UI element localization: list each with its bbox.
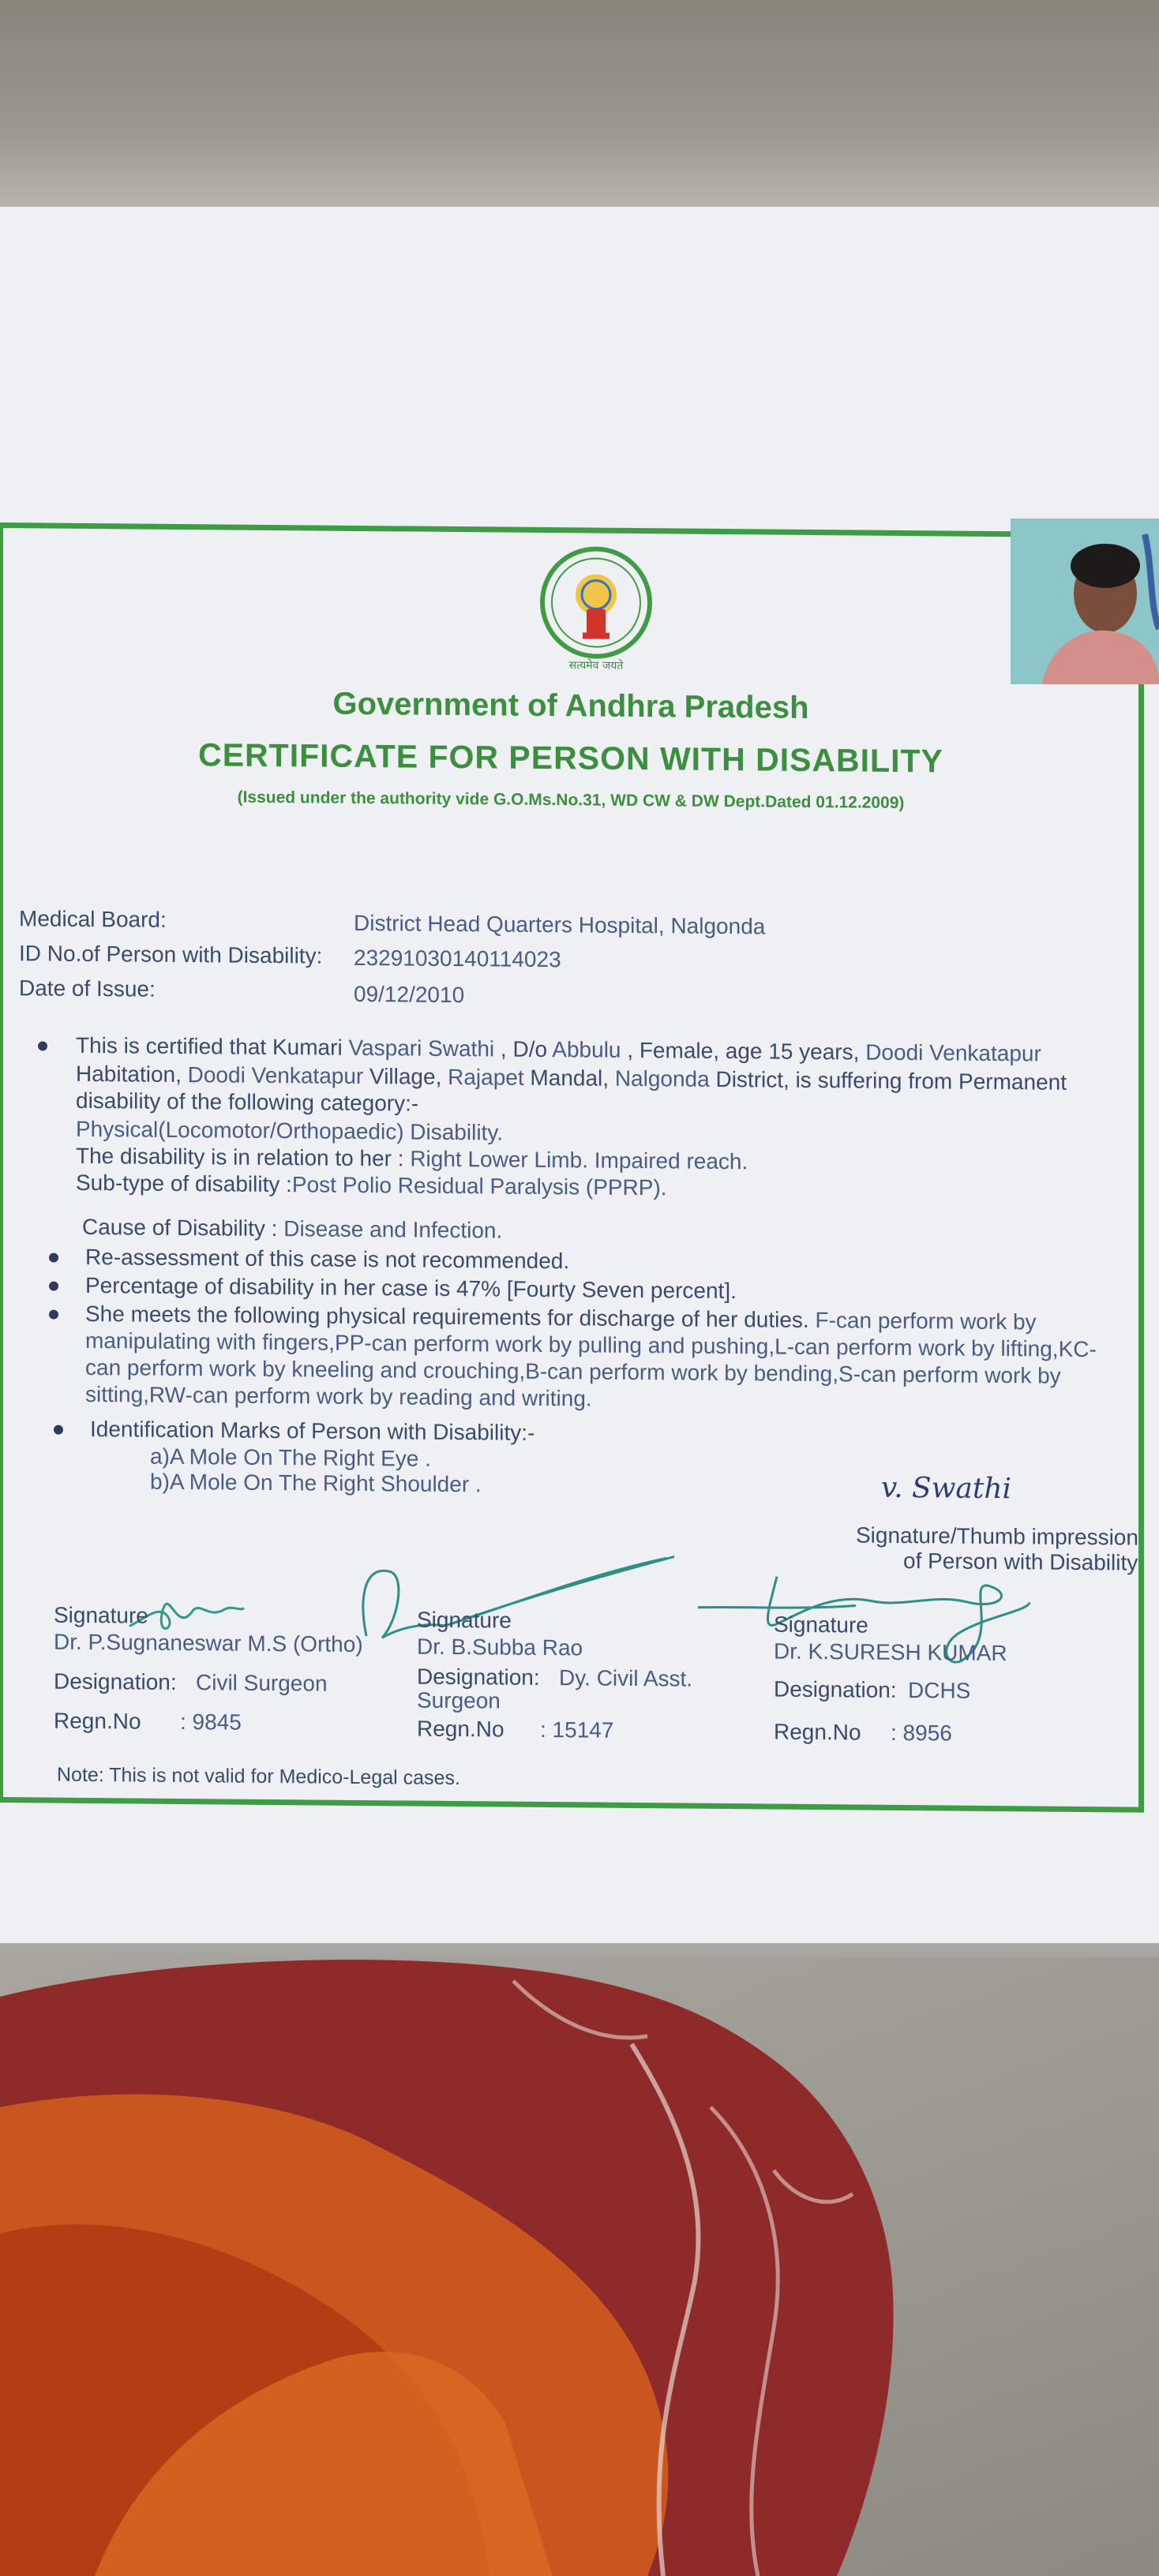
person-signature-caption-1: Signature/Thumb impression bbox=[856, 1522, 1138, 1550]
disability-subtype: Sub-type of disability :Post Polio Residual Paralysis (PPRP). bbox=[76, 1170, 667, 1200]
identification-marks-label: Identification Marks of Person with Disability:- bbox=[90, 1416, 535, 1445]
date-of-issue-value: 09/12/2010 bbox=[354, 981, 465, 1008]
doctor-1-regn-label: Regn.No bbox=[54, 1708, 141, 1734]
doctor-2-designation: Dy. Civil Asst. bbox=[559, 1665, 693, 1691]
certificate-title: CERTIFICATE FOR PERSON WITH DISABILITY bbox=[198, 736, 943, 780]
doctor-3-designation-label: Designation: bbox=[774, 1676, 897, 1702]
requirements-line-3: can perform work by kneeling and crouching,B-can perform work by bending,S-can perform work by bbox=[85, 1354, 1061, 1388]
person-signature-caption-2: of Person with Disability bbox=[903, 1548, 1138, 1575]
reassessment-line: Re-assessment of this case is not recommended. bbox=[85, 1244, 570, 1274]
medico-legal-note: Note: This is not valid for Medico-Legal cases. bbox=[57, 1763, 460, 1790]
medical-board-value: District Head Quarters Hospital, Nalgonda bbox=[354, 910, 766, 939]
certificate-sheet bbox=[0, 207, 1159, 1943]
certified-line-1: This is certified that Kumari Vaspari Swathi , D/o Abbulu , Female, age 15 years, Doodi Venkatapur bbox=[76, 1032, 1041, 1066]
doctor-2-regn-label: Regn.No bbox=[417, 1716, 504, 1742]
percentage-line: Percentage of disability in her case is 47% [Fourty Seven percent]. bbox=[85, 1272, 737, 1304]
requirements-line-1: She meets the following physical requirements for discharge of her duties. F-can perform work by bbox=[85, 1301, 1037, 1335]
identification-mark-b: b)A Mole On The Right Shoulder . bbox=[150, 1469, 482, 1497]
doctor-1-designation-label: Designation: bbox=[54, 1668, 177, 1694]
government-title: Government of Andhra Pradesh bbox=[332, 686, 809, 725]
doctor-1-signature-label: Signature bbox=[54, 1602, 148, 1628]
cause-of-disability: Cause of Disability : Disease and Infection. bbox=[82, 1214, 503, 1243]
certified-line-2: Habitation, Doodi Venkatapur Village, Rajapet Mandal, Nalgonda District, is suffering from Permanent bbox=[76, 1061, 1067, 1095]
doctor-3-designation: DCHS bbox=[908, 1678, 971, 1703]
doctor-2-designation-label: Designation: bbox=[417, 1664, 540, 1690]
doctor-3-regn: : 8956 bbox=[891, 1720, 952, 1746]
disability-category: Physical(Locomotor/Orthopaedic) Disability. bbox=[76, 1116, 504, 1145]
background-top bbox=[0, 0, 1159, 213]
bullet-dot bbox=[38, 1041, 47, 1050]
date-of-issue-label: Date of Issue: bbox=[19, 975, 156, 1002]
doctor-1-regn: : 9845 bbox=[180, 1709, 242, 1735]
doctor-3-signature-label: Signature bbox=[774, 1612, 868, 1638]
emblem-motto: सत्यमेव जयते bbox=[568, 659, 624, 672]
bullet-dot bbox=[49, 1253, 58, 1263]
requirements-line-4: sitting,RW-can perform work by reading and writing. bbox=[85, 1381, 592, 1411]
person-photo bbox=[1011, 519, 1159, 684]
id-value: 23291030140114023 bbox=[354, 945, 561, 972]
doctor-2-signature-label: Signature bbox=[417, 1607, 512, 1633]
doctor-2-name: Dr. B.Subba Rao bbox=[417, 1634, 583, 1661]
doctor-3-name: Dr. K.SURESH KUMAR bbox=[774, 1638, 1007, 1666]
bullet-dot bbox=[49, 1282, 58, 1291]
doctor-2-designation-line-2: Surgeon bbox=[417, 1687, 501, 1713]
state-emblem bbox=[537, 539, 655, 682]
certificate-border bbox=[0, 522, 1144, 1813]
disability-relation: The disability is in relation to her : Right Lower Limb. Impaired reach. bbox=[76, 1143, 748, 1174]
doctor-2-regn: : 15147 bbox=[540, 1717, 614, 1743]
bullet-dot bbox=[49, 1310, 58, 1320]
doctor-1-designation: Civil Surgeon bbox=[196, 1670, 328, 1696]
person-handwritten-signature: v. Swathi bbox=[881, 1471, 1012, 1506]
doctor-3-regn-label: Regn.No bbox=[774, 1719, 861, 1745]
bullet-dot bbox=[54, 1425, 63, 1435]
doctor-1-name: Dr. P.Sugnaneswar M.S (Ortho) bbox=[54, 1629, 363, 1657]
medical-board-label: Medical Board: bbox=[19, 906, 167, 932]
cloth-image bbox=[0, 1949, 900, 2576]
id-label: ID No.of Person with Disability: bbox=[19, 941, 323, 968]
identification-mark-a: a)A Mole On The Right Eye . bbox=[150, 1443, 431, 1471]
requirements-line-2: manipulating with fingers,PP-can perform work by pulling and pushing,L-can perform work by lifting,KC- bbox=[85, 1327, 1097, 1362]
issued-authority-note: (Issued under the authority vide G.O.Ms.No.31, WD CW & DW Dept.Dated 01.12.2009) bbox=[237, 788, 905, 812]
certified-line-3: disability of the following category:- bbox=[76, 1088, 419, 1116]
